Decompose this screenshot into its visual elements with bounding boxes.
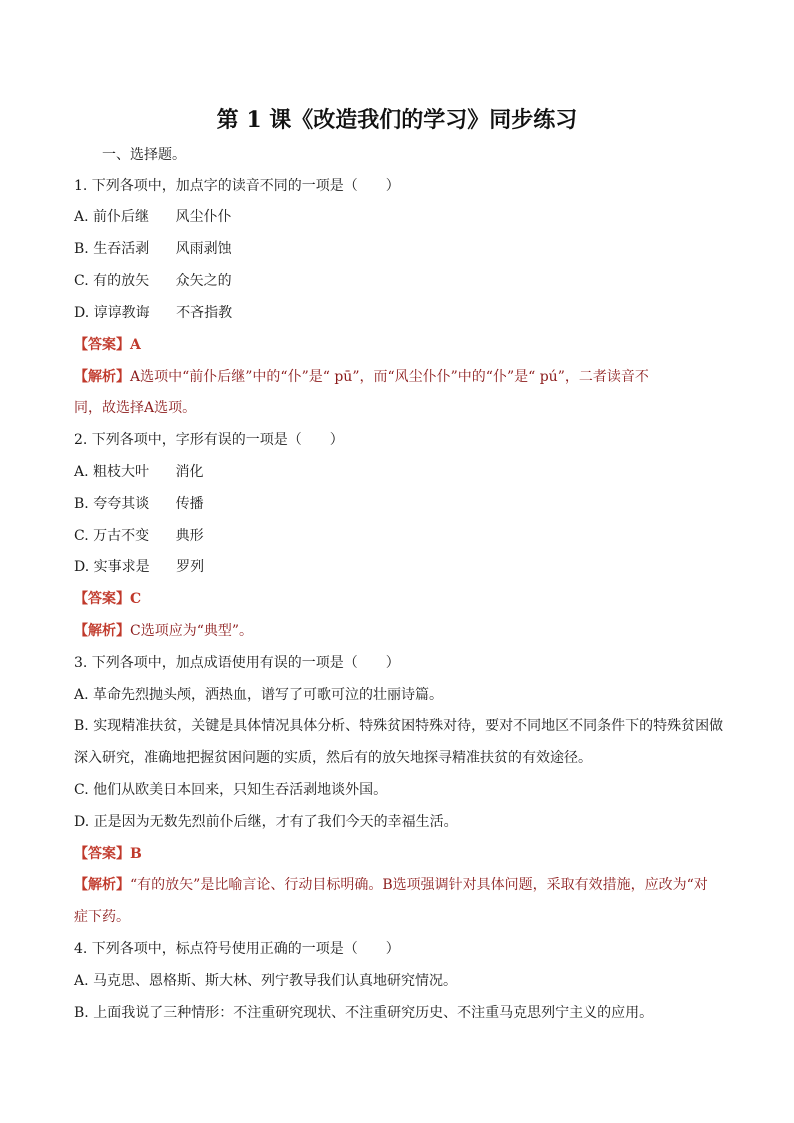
- answer-value: A: [130, 337, 141, 353]
- option-word-2: 罗列: [176, 559, 205, 575]
- q3-option-d: D. 正是因为无数先烈前仆后继，才有了我们今天的幸福生活。: [74, 814, 458, 830]
- q3-analysis: [74, 877, 708, 893]
- q3-option-c: C. 他们从欧美日本回来，只知生吞活剥地谈外国。: [74, 782, 388, 798]
- answer-tag: 【答案】: [74, 337, 130, 353]
- answer-tag: 【答案】: [74, 846, 130, 862]
- option-word-2: 典形: [175, 528, 204, 544]
- q3-option-b-cont: 深入研究，准确地把握贫困问题的实质，然后有的放矢地探寻精准扶贫的有效途径。: [74, 750, 592, 766]
- analysis-tag: 【解析】: [74, 623, 130, 639]
- q1-option-d: [74, 305, 232, 321]
- q1-option-a: [74, 209, 231, 225]
- q3-option-a: A. 革命先烈抛头颅，洒热血，谱写了可歌可泣的壮丽诗篇。: [74, 687, 444, 703]
- option-word-2: 消化: [175, 464, 204, 480]
- q3-option-b: B. 实现精准扶贫，关键是具体情况具体分析、特殊贫困特殊对待，要对不同地区不同条件下的特殊贫困做: [74, 718, 724, 734]
- q4-stem: 4. 下列各项中，标点符号使用正确的一项是（ ）: [74, 941, 400, 957]
- q1-stem: 1. 下列各项中，加点字的读音不同的一项是（ ）: [74, 178, 400, 194]
- option-label: C.: [74, 273, 89, 289]
- q2-option-d: [74, 559, 204, 575]
- q1-analysis: [74, 369, 649, 385]
- analysis-tag: 【解析】: [74, 877, 130, 893]
- option-word-1: 生吞活剥: [93, 241, 150, 257]
- option-word-1: 有的放矢: [93, 273, 150, 289]
- option-label: A.: [74, 464, 89, 480]
- q2-option-a: [74, 464, 203, 480]
- option-word-1: 粗枝大叶: [93, 464, 150, 480]
- q1-answer: [74, 337, 141, 353]
- q3-answer: [74, 846, 142, 862]
- option-label: B.: [74, 496, 89, 512]
- option-word-1: 夸夸其谈: [93, 496, 150, 512]
- analysis-text: “有的放矢”是比喻言论、行动目标明确。B选项强调针对具体问题，采取有效措施，应改为“对: [130, 877, 708, 893]
- analysis-text: A选项中“前仆后继”中的“仆”是“ pū”，而“风尘仆仆”中的“仆”是“ pú”，二者读音不: [130, 369, 649, 385]
- option-word-1: 万古不变: [93, 528, 150, 544]
- section-heading: 一、选择题。: [102, 147, 186, 163]
- answer-value: C: [130, 591, 142, 607]
- analysis-tag: 【解析】: [74, 369, 130, 385]
- option-word-2: 风雨剥蚀: [175, 241, 232, 257]
- option-label: A.: [74, 209, 89, 225]
- q2-option-c: [74, 528, 204, 544]
- document-title: 第 1 课《改造我们的学习》同步练习: [216, 107, 578, 133]
- q2-analysis: [74, 623, 253, 639]
- option-label: D.: [74, 305, 90, 321]
- q1-analysis-cont: 同，故选择A选项。: [74, 400, 197, 416]
- q3-stem: 3. 下列各项中，加点成语使用有误的一项是（ ）: [74, 655, 400, 671]
- option-word-1: 实事求是: [93, 559, 150, 575]
- option-word-1: 前仆后继: [93, 209, 150, 225]
- option-word-1: 谆谆教诲: [93, 305, 150, 321]
- q1-option-b: [74, 241, 232, 257]
- option-label: C.: [74, 528, 89, 544]
- q4-option-b: B. 上面我说了三种情形：不注重研究现状、不注重研究历史、不注重马克思列宁主义的应用。: [74, 1005, 654, 1021]
- analysis-text: C选项应为“典型”。: [130, 623, 254, 639]
- q1-option-c: [74, 273, 232, 289]
- option-word-2: 不吝指教: [176, 305, 233, 321]
- option-word-2: 风尘仆仆: [175, 209, 232, 225]
- q2-answer: [74, 591, 141, 607]
- option-label: D.: [74, 559, 90, 575]
- q3-analysis-cont: 症下药。: [74, 909, 130, 925]
- option-label: B.: [74, 241, 89, 257]
- answer-value: B: [130, 846, 142, 862]
- q2-stem: 2. 下列各项中，字形有误的一项是（ ）: [74, 432, 344, 448]
- q2-option-b: [74, 496, 204, 512]
- answer-tag: 【答案】: [74, 591, 130, 607]
- option-word-2: 众矢之的: [175, 273, 232, 289]
- q4-option-a: A. 马克思、恩格斯、斯大林、列宁教导我们认真地研究情况。: [74, 973, 458, 989]
- option-word-2: 传播: [175, 496, 204, 512]
